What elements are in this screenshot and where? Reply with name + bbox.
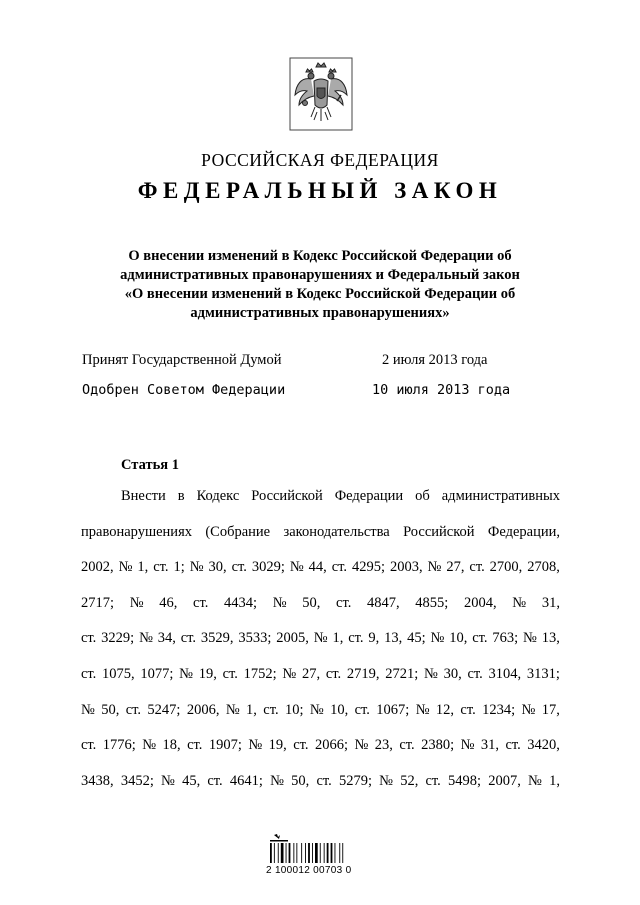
- article-word: 1,: [246, 701, 257, 718]
- article-word: 2721;: [385, 665, 419, 682]
- barcode-number: 2 100012 00703 0: [266, 865, 352, 876]
- article-word: об: [415, 488, 430, 504]
- federation-approval-label: Одобрен Советом Федерации: [82, 382, 286, 398]
- article-word: 2007,: [488, 772, 521, 789]
- article-word: ст.: [222, 665, 238, 682]
- article-word: №: [424, 665, 438, 682]
- article-word: 27,: [302, 665, 321, 682]
- article-line: [81, 771, 560, 807]
- duma-adoption-label: Принят Государственной Думой: [82, 352, 282, 368]
- article-word: ст.: [354, 701, 370, 718]
- article-line: [81, 628, 560, 664]
- article-word: 3131;: [526, 665, 560, 682]
- article-word: 34,: [157, 630, 176, 647]
- article-heading: Статья 1: [121, 457, 179, 473]
- article-word: 2002,: [81, 559, 114, 576]
- article-word: (Собрание: [205, 523, 271, 540]
- article-word: ст.: [125, 701, 142, 718]
- article-word: 1234;: [482, 701, 516, 718]
- article-word: 45,: [182, 772, 201, 789]
- article-word: №: [523, 630, 537, 647]
- article-word: 27,: [446, 559, 465, 576]
- article-word: 2005,: [276, 630, 309, 647]
- article-word: №: [354, 737, 369, 754]
- article-word: 1077;: [140, 665, 174, 682]
- article-word: №: [512, 594, 527, 611]
- article-word: ст.: [467, 665, 483, 682]
- article-word: Российской: [403, 523, 475, 540]
- article-word: ст.: [153, 559, 169, 576]
- article-word: 763;: [492, 630, 519, 647]
- article-word: ст.: [425, 772, 441, 789]
- article-word: 13,: [384, 630, 403, 647]
- barcode-icon: [266, 833, 352, 895]
- article-word: 10,: [330, 701, 349, 718]
- article-word: ст.: [293, 737, 309, 754]
- article-word: №: [139, 630, 153, 647]
- article-word: 45;: [407, 630, 426, 647]
- article-line: [81, 664, 560, 700]
- article-line: [81, 700, 560, 736]
- article-word: ст.: [193, 594, 209, 611]
- article-word: ст.: [336, 594, 352, 611]
- article-word: №: [142, 737, 157, 754]
- article-word: №: [430, 630, 445, 647]
- law-type-heading: ФЕДЕРАЛЬНЫЙ ЗАКОН: [137, 178, 503, 203]
- article-word: 2719,: [346, 665, 380, 682]
- article-word: №: [179, 665, 194, 682]
- article-word: 50,: [302, 594, 321, 611]
- article-word: 46,: [159, 594, 178, 611]
- article-word: 30,: [443, 665, 462, 682]
- article-line: [81, 593, 560, 629]
- article-word: 4641;: [229, 772, 263, 789]
- article-word: ст.: [316, 772, 332, 789]
- article-word: №: [309, 701, 324, 718]
- article-word: №: [528, 772, 542, 789]
- article-word: правонарушениях: [81, 523, 192, 540]
- article-word: 1,: [137, 559, 149, 576]
- article-word: 44,: [308, 559, 327, 576]
- article-word: ст.: [207, 772, 223, 789]
- article-body: [81, 486, 560, 806]
- article-word: 2717;: [81, 594, 115, 611]
- article-word: административных: [441, 488, 560, 504]
- article-word: ст.: [263, 701, 279, 718]
- article-word: 3420,: [527, 737, 560, 754]
- article-word: 30,: [208, 559, 227, 576]
- article-word: ст.: [81, 737, 97, 754]
- federation-approval-date: 10 июля 2013 года: [372, 382, 511, 398]
- article-word: №: [272, 594, 287, 611]
- article-word: 23,: [374, 737, 393, 754]
- article-word: №: [282, 665, 297, 682]
- law-title: [90, 247, 550, 323]
- article-word: 2700,: [489, 559, 523, 576]
- article-word: 1;: [173, 559, 185, 576]
- article-word: 10;: [284, 701, 304, 718]
- article-word: ст.: [81, 665, 97, 682]
- article-word: ст.: [399, 737, 415, 754]
- article-word: 19,: [198, 665, 217, 682]
- article-word: 1776;: [102, 737, 136, 754]
- article-word: №: [415, 701, 430, 718]
- article-word: №: [427, 559, 442, 576]
- article-word: ст.: [505, 737, 521, 754]
- article-word: 5498;: [448, 772, 482, 789]
- article-word: №: [270, 772, 284, 789]
- article-word: 2004,: [464, 594, 497, 611]
- article-word: 3229;: [101, 630, 135, 647]
- article-word: 4847,: [367, 594, 400, 611]
- article-word: ст.: [348, 630, 364, 647]
- article-word: №: [189, 559, 204, 576]
- article-word: №: [81, 701, 95, 718]
- article-word: 13,: [541, 630, 560, 647]
- article-word: 3104,: [488, 665, 522, 682]
- article-word: №: [248, 737, 263, 754]
- article-word: 5247;: [147, 701, 181, 718]
- article-word: 2380;: [421, 737, 455, 754]
- article-word: 1067;: [376, 701, 410, 718]
- article-word: 2006,: [186, 701, 220, 718]
- article-word: 19,: [268, 737, 287, 754]
- law-title-line: «О внесении изменений в Кодекс Российской Федерации об: [124, 286, 516, 302]
- article-word: ст.: [231, 559, 247, 576]
- article-word: 17,: [541, 701, 560, 718]
- article-word: 3529,: [200, 630, 234, 647]
- article-word: Внести: [121, 488, 166, 504]
- article-word: законодательства: [283, 523, 390, 540]
- coat-of-arms-icon: [289, 57, 353, 131]
- article-word: Российской: [251, 488, 323, 504]
- article-word: 3533;: [238, 630, 272, 647]
- article-word: №: [225, 701, 240, 718]
- article-word: №: [379, 772, 393, 789]
- article-word: №: [521, 701, 536, 718]
- article-word: 2066;: [315, 737, 349, 754]
- law-title-line: административных правонарушениях и Федеральный закон: [120, 267, 520, 283]
- article-word: 1907;: [208, 737, 242, 754]
- article-word: 4434;: [224, 594, 258, 611]
- article-word: ст.: [187, 737, 203, 754]
- article-word: 18,: [162, 737, 181, 754]
- article-word: ст.: [460, 701, 476, 718]
- article-word: 4295;: [351, 559, 385, 576]
- article-word: 50,: [291, 772, 310, 789]
- article-word: 52,: [400, 772, 419, 789]
- article-word: ст.: [180, 630, 197, 647]
- article-line: [81, 557, 560, 593]
- article-word: 12,: [435, 701, 455, 718]
- article-word: №: [118, 559, 133, 576]
- article-word: №: [460, 737, 475, 754]
- article-word: №: [129, 594, 144, 611]
- article-word: №: [161, 772, 175, 789]
- article-line: [81, 522, 560, 558]
- article-word: Федерации: [334, 488, 404, 504]
- article-word: 2003,: [389, 559, 423, 576]
- article-word: 10,: [449, 630, 468, 647]
- law-title-line: О внесении изменений в Кодекс Российской Федерации об: [128, 248, 512, 264]
- article-word: №: [313, 630, 328, 647]
- article-word: 5279;: [338, 772, 372, 789]
- article-word: 3438,: [81, 772, 114, 789]
- article-word: 4855;: [415, 594, 449, 611]
- article-word: 3029;: [251, 559, 285, 576]
- article-word: 31,: [480, 737, 500, 754]
- article-word: ст.: [325, 665, 342, 682]
- article-line: [81, 486, 560, 522]
- article-word: ст.: [331, 559, 348, 576]
- article-word: 1,: [549, 772, 560, 789]
- article-word: 50,: [101, 701, 120, 718]
- article-word: ст.: [472, 630, 488, 647]
- article-word: ст.: [81, 630, 97, 647]
- article-word: 1752;: [243, 665, 277, 682]
- article-word: ст.: [469, 559, 485, 576]
- article-word: 31,: [541, 594, 560, 611]
- article-word: Федерации,: [487, 523, 560, 540]
- article-line: [81, 735, 560, 771]
- article-word: 3452;: [120, 772, 154, 789]
- article-word: №: [289, 559, 304, 576]
- law-title-line: административных правонарушениях»: [190, 305, 450, 321]
- article-word: 1075,: [102, 665, 135, 682]
- article-word: в: [177, 488, 185, 504]
- article-word: 1,: [332, 630, 344, 647]
- article-word: 9,: [368, 630, 380, 647]
- duma-adoption-date: 2 июля 2013 года: [382, 352, 488, 368]
- article-word: 2708,: [527, 559, 560, 576]
- country-name: РОССИЙСКАЯ ФЕДЕРАЦИЯ: [201, 150, 439, 170]
- article-word: Кодекс: [196, 488, 240, 504]
